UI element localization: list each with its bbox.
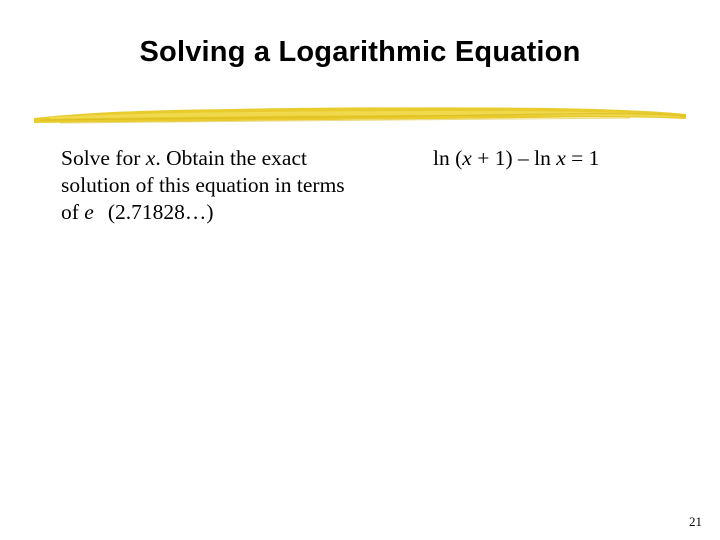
problem-line-1 (61, 145, 391, 172)
problem-text: . Obtain the exact (155, 146, 307, 170)
problem-line-3 (61, 199, 391, 226)
equation (433, 145, 599, 172)
equation-text: = 1 (565, 146, 600, 170)
problem-text: of (61, 200, 85, 224)
e-value: (2.71828…) (107, 200, 214, 224)
slide-title: Solving a Logarithmic Equation (139, 36, 581, 68)
problem-line-2: solution of this equation in terms (61, 173, 345, 197)
variable-x: x (145, 146, 156, 170)
problem-text: Solve for (61, 146, 146, 170)
variable-x: x (462, 146, 472, 170)
equation-text: ln ( (433, 146, 463, 170)
problem-statement (61, 145, 391, 226)
title-underline-brush (30, 100, 690, 130)
equation-text: + 1) – ln (471, 146, 557, 170)
variable-x: x (556, 146, 566, 170)
page-number: 21 (689, 514, 702, 529)
variable-e: e (84, 200, 94, 224)
